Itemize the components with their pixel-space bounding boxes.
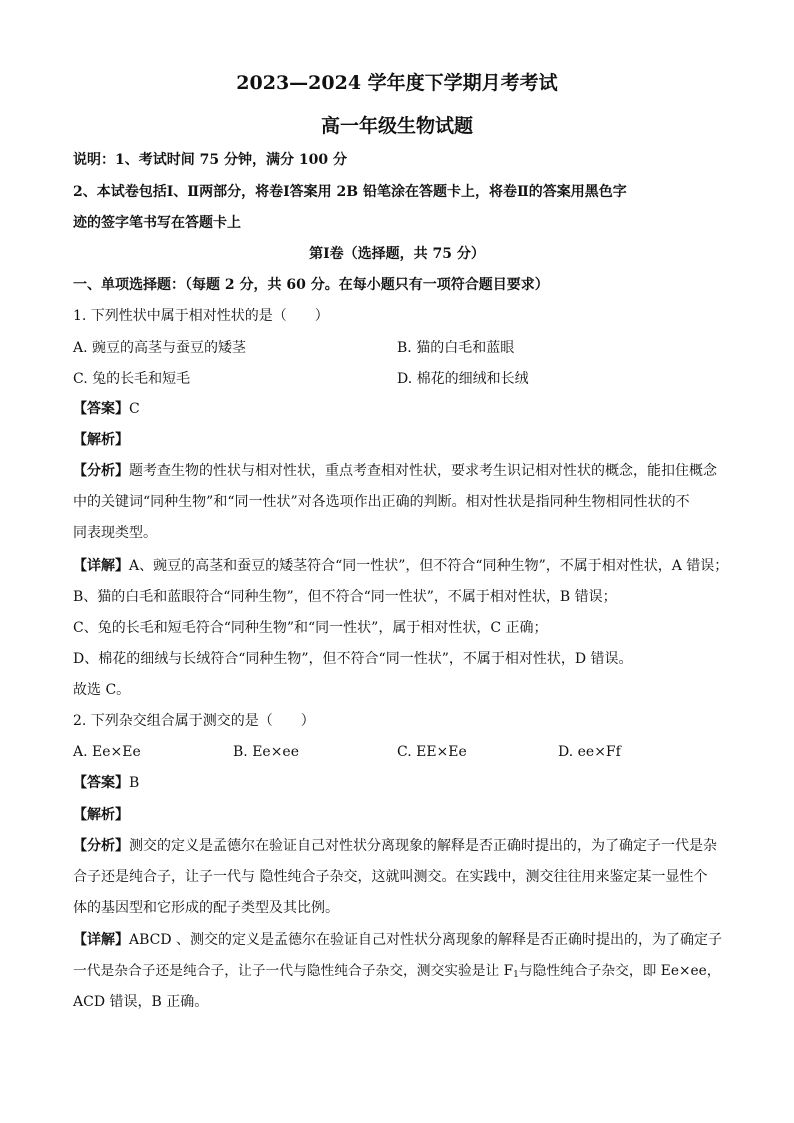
q2-answer: B [129,775,140,791]
q1-fenxi-line-3: 同表现类型。 [73,525,157,541]
q1-stem: 1. 下列性状中属于相对性状的是（ ） [73,308,329,324]
q1-option-a: A. 豌豆的高茎与蚕豆的矮茎 [73,340,247,356]
q2-xiangjie-subscript: 1 [513,970,519,980]
q2-xiangjie-text-1: ABCD 、测交的定义是孟德尔在验证自己对性状分离现象的解释是否正确时提出的，为了确定子 [129,932,723,948]
q1-option-c: C. 兔的长毛和短毛 [73,371,191,387]
q1-analysis-tag: 【解析】 [73,432,129,448]
q2-stem: 2. 下列杂交组合属于测交的是（ ） [73,713,315,729]
q2-fenxi-line-3: 体的基因型和它形成的配子类型及其比例。 [73,900,339,916]
part-heading: 一、单项选择题：（每题 2 分，共 60 分。在每小题只有一项符合题目要求） [73,277,549,293]
q1-xiangjie-line-2: B、猫的白毛和蓝眼符合“同种生物”，但不符合“同一性状”，不属于相对性状，B 错误； [73,589,617,605]
q2-xiangjie-text-2b: 与隐性纯合子杂交，即 Ee×ee， [518,963,721,979]
instruction-line-1: 说明：1、考试时间 75 分钟，满分 100 分 [73,152,347,168]
q1-option-d: D. 棉花的细绒和长绒 [397,371,529,387]
q1-option-b: B. 猫的白毛和蓝眼 [397,340,515,356]
q1-xiangjie-text-1: A、豌豆的高茎和蚕豆的矮茎符合“同一性状”，但不符合“同种生物”，不属于相对性状，A 错误； [129,558,729,574]
q2-xiangjie-line-3: ACD 错误，B 正确。 [73,994,209,1010]
q2-answer-tag: 【答案】 [73,775,129,791]
q1-fenxi-text-1: 题考查生物的性状与相对性状，重点考查相对性状，要求考生识记相对性状的概念，能扣住概念 [129,463,717,479]
q2-fenxi-line-1 [73,836,724,856]
q2-option-d: D. ee×Ff [558,744,621,760]
q1-fenxi-line-1 [73,461,724,481]
q1-xiangjie-line-3: C、兔的长毛和短毛符合“同种生物”和“同一性状”，属于相对性状，C 正确； [73,620,548,636]
q2-analysis-tag: 【解析】 [73,807,129,823]
q1-xiangjie-tag: 【详解】 [73,558,129,574]
q2-xiangjie-text-2a: 一代是杂合子还是纯合子，让子一代与隐性纯合子杂交，测交实验是让 F [73,963,514,979]
q1-answer-line [73,399,724,419]
q2-option-a: A. Ee×Ee [73,744,141,760]
q2-fenxi-line-2: 合子还是纯合子，让子一代与 隐性纯合子杂交，这就叫测交。在实践中，测交往往用来鉴定某一显性个 [73,869,708,885]
exam-title: 2023—2024 学年度下学期月考考试 [236,72,558,94]
q2-xiangjie-line-1 [73,930,724,950]
instruction-line-3: 迹的签字笔书写在答题卡上 [73,215,241,231]
q1-xiangjie-line-1 [73,556,730,576]
q2-fenxi-text-1: 测交的定义是孟德尔在验证自己对性状分离现象的解释是否正确时提出的，为了确定子一代是杂 [129,838,717,854]
q1-answer-tag: 【答案】 [73,401,129,417]
section-heading: 第Ⅰ卷（选择题，共 75 分） [309,246,485,262]
q2-option-b: B. Ee×ee [233,744,299,760]
instruction-line-2: 2、本试卷包括Ⅰ、Ⅱ两部分，将卷Ⅰ答案用 2B 铅笔涂在答题卡上，将卷Ⅱ的答案用黑色字 [73,184,627,200]
q2-xiangjie-line-2 [73,961,724,985]
q2-answer-line [73,773,724,793]
q2-option-c: C. EE×Ee [397,744,467,760]
q1-xiangjie-line-4: D、棉花的细绒与长绒符合“同种生物”，但不符合“同一性状”，不属于相对性状，D 错误。 [73,651,633,667]
q1-fenxi-tag: 【分析】 [73,463,129,479]
q2-xiangjie-tag: 【详解】 [73,932,129,948]
q2-fenxi-tag: 【分析】 [73,838,129,854]
exam-subtitle: 高一年级生物试题 [320,115,473,137]
q1-fenxi-line-2: 中的关键词“同种生物”和“同一性状”对各选项作出正确的判断。相对性状是指同种生物相同性状的不 [73,494,690,510]
q1-answer: C [129,401,140,417]
q1-conclusion: 故选 C。 [73,682,131,698]
